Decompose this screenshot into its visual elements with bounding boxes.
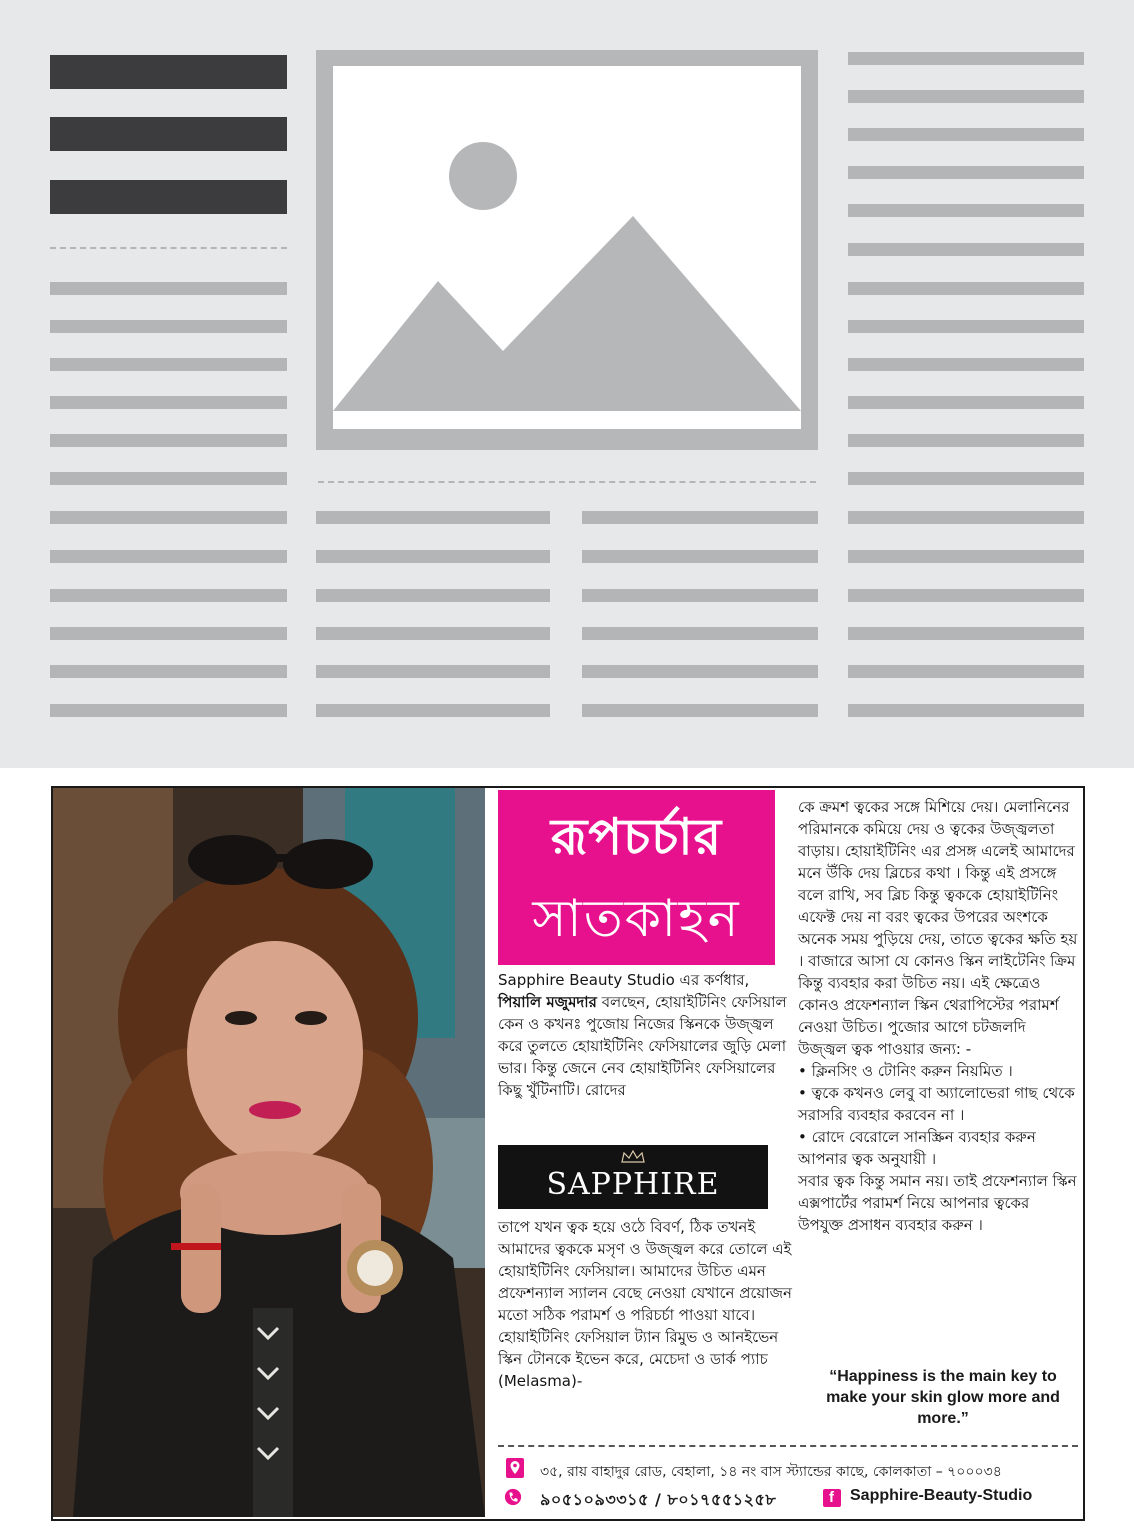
tip-bullet: • ক্লিনসিং ও টোনিং করুন নিয়মিত । bbox=[798, 1062, 1013, 1080]
placeholder-text-bar bbox=[848, 550, 1084, 563]
address-text: ৩৫, রায় বাহাদুর রোড, বেহালা, ১৪ নং বাস স্ট্যান্ডের কাছে, কোলকাতা – ৭০০০৩৪ bbox=[540, 1464, 1002, 1480]
placeholder-text-bar bbox=[848, 166, 1084, 179]
body-paragraph-2: তাপে যখন ত্বক হয়ে ওঠে বিবর্ণ, ঠিক তখনই আমাদের ত্বককে মসৃণ ও উজ্জ্বল করে তোলে এই হোয়াইটিনিং ফেসিয়াল। আমাদের উচিত এমন প্রফেশন্যাল স্যালন বেছে নেওয়া যেখানে প্রয়োজন মতো সঠিক পরামর্শ ও পরিচর্চা পাওয়া যাবে। হোয়াইটিনিং ফেসিয়াল ট্যান রিমুভ ও আনইভেন স্কিন টোনকে ইভেন করে, মেচেদা ও ডার্ক প্যাচ (Melasma)- bbox=[498, 1218, 792, 1390]
placeholder-text-bar bbox=[582, 511, 818, 524]
title-box bbox=[498, 790, 775, 965]
tip-bullet: • রোদে বেরোলে সানস্ক্রিন ব্যবহার করুন আপনার ত্বক অনুযায়ী । bbox=[798, 1128, 1036, 1168]
placeholder-divider bbox=[318, 481, 816, 483]
placeholder-text-bar bbox=[50, 396, 287, 409]
placeholder-text-bar bbox=[848, 511, 1084, 524]
owner-name: পিয়ালি মজুমদার bbox=[498, 993, 597, 1011]
placeholder-text-bar bbox=[848, 434, 1084, 447]
logo-wordmark: SAPPHIRE bbox=[546, 1167, 720, 1202]
portrait-photo bbox=[53, 788, 485, 1517]
placeholder-text-bar bbox=[316, 627, 550, 640]
intro-rest: বলছেন, হোয়াইটিনিং ফেসিয়াল কেন ও কখনঃ bbox=[498, 993, 787, 1033]
placeholder-text-bar bbox=[848, 396, 1084, 409]
placeholder-text-bar bbox=[848, 704, 1084, 717]
placeholder-image bbox=[316, 50, 818, 450]
placeholder-text-bar bbox=[582, 589, 818, 602]
placeholder-text-bar bbox=[316, 550, 550, 563]
placeholder-text-bar bbox=[50, 358, 287, 371]
placeholder-headline-bar bbox=[50, 180, 287, 214]
footer-divider bbox=[498, 1445, 1078, 1447]
placeholder-text-bar bbox=[848, 282, 1084, 295]
placeholder-text-bar bbox=[316, 704, 550, 717]
title-line-2: সাতকাহন bbox=[532, 889, 741, 949]
placeholder-text-bar bbox=[582, 665, 818, 678]
location-pin-icon bbox=[506, 1458, 524, 1478]
placeholder-text-bar bbox=[50, 472, 287, 485]
placeholder-text-bar bbox=[848, 90, 1084, 103]
placeholder-text-bar bbox=[50, 665, 287, 678]
placeholder-text-bar bbox=[50, 320, 287, 333]
placeholder-text-bar bbox=[848, 320, 1084, 333]
right-body: কে ক্রমশ ত্বকের সঙ্গে মিশিয়ে দেয়। মেলানিনের পরিমানকে কমিয়ে দেয় ও ত্বকের উজ্জ্বলতা বাড়ায়। হোয়াইটিনিং এর প্রসঙ্গ এলেই আমাদের মনে উঁকি দেয় ব্লিচের কথা । কিন্তু এই প্রসঙ্গে বলে রাখি, সব ব্লিচ কিন্তু ত্বককে হোয়াইটিনিং এফেক্ট দেয় না বরং ত্বকের উপরের অংশকে অনেক সময় পুড়িয়ে দেয়, তাতে ত্বকের ক্ষতি হয় । বাজারে আসা যে কোনও স্কিন লাইটেনিং ক্রিম কিন্তু ব্যবহার করা উচিত নয়। এই ক্ষেত্রেও কোনও প্রফেশন্যাল স্কিন থেরাপিস্টের পরামর্শ নেওয়া উচিত। পুজোর আগে চটজলদি উজ্জ্বল ত্বক পাওয়ার জন্য: - bbox=[798, 798, 1078, 1058]
placeholder-text-bar bbox=[50, 282, 287, 295]
placeholder-headline-bar bbox=[50, 117, 287, 151]
crown-icon bbox=[620, 1150, 646, 1164]
placeholder-text-bar bbox=[582, 704, 818, 717]
closing-text: সবার ত্বক কিন্তু সমান নয়। তাই প্রফেশন্যাল স্কিন এক্সপার্টের পরামর্শ নিয়ে আপনার ত্বকের উপযুক্ত প্রসাধন ব্যবহার করুন । bbox=[798, 1172, 1077, 1234]
placeholder-text-bar bbox=[50, 550, 287, 563]
phone-icon bbox=[504, 1487, 522, 1507]
intro-brand: Sapphire Beauty Studio এর কর্ণধার, bbox=[498, 971, 750, 989]
facebook-page-name: Sapphire-Beauty-Studio bbox=[850, 1487, 1033, 1504]
sapphire-logo bbox=[498, 1145, 768, 1209]
right-paragraph bbox=[798, 796, 1078, 1236]
placeholder-divider bbox=[50, 247, 287, 249]
title-line-1: রূপচর্চার bbox=[550, 808, 723, 866]
placeholder-text-bar bbox=[50, 589, 287, 602]
placeholder-text-bar bbox=[848, 52, 1084, 65]
sapphire-advertisement bbox=[51, 786, 1085, 1521]
contact-row bbox=[498, 1487, 1078, 1511]
placeholder-text-bar bbox=[848, 589, 1084, 602]
placeholder-text-bar bbox=[848, 128, 1084, 141]
placeholder-text-bar bbox=[50, 511, 287, 524]
placeholder-text-bar bbox=[848, 204, 1084, 217]
facebook-icon: f bbox=[823, 1489, 841, 1507]
placeholder-text-bar bbox=[848, 472, 1084, 485]
placeholder-text-bar bbox=[50, 704, 287, 717]
address-row bbox=[498, 1458, 1078, 1482]
intro-paragraph bbox=[498, 969, 792, 1101]
placeholder-text-bar bbox=[316, 511, 550, 524]
placeholder-text-bar bbox=[848, 243, 1084, 256]
quote: “Happiness is the main key to make your skin glow more and more.” bbox=[826, 1368, 1060, 1427]
placeholder-text-bar bbox=[316, 665, 550, 678]
tip-bullet: • ত্বকে কখনও লেবু বা অ্যালোভেরা গাছ থেকে সরাসরি ব্যবহার করবেন না । bbox=[798, 1084, 1075, 1124]
placeholder-text-bar bbox=[50, 627, 287, 640]
placeholder-text-bar bbox=[848, 358, 1084, 371]
phone-numbers: ৯০৫১০৯৩৩১৫ / ৮০১৭৫৫১২৫৮ bbox=[540, 1490, 777, 1509]
placeholder-text-bar bbox=[50, 434, 287, 447]
landscape-icon bbox=[333, 66, 801, 429]
placeholder-text-bar bbox=[316, 589, 550, 602]
placeholder-headline-bar bbox=[50, 55, 287, 89]
placeholder-text-bar bbox=[848, 627, 1084, 640]
placeholder-text-bar bbox=[848, 665, 1084, 678]
placeholder-text-bar bbox=[582, 627, 818, 640]
placeholder-text-bar bbox=[582, 550, 818, 563]
intro-body: পুজোয় নিজের স্কিনকে উজ্জ্বল করে তুলতে হোয়াইটিনিং ফেসিয়ালের জুড়ি মেলা ভার। কিন্তু জেনে নেব হোয়াইটিনিং ফেসিয়ালের কিছু খুঁটিনাটি। রোদের bbox=[498, 1015, 787, 1099]
